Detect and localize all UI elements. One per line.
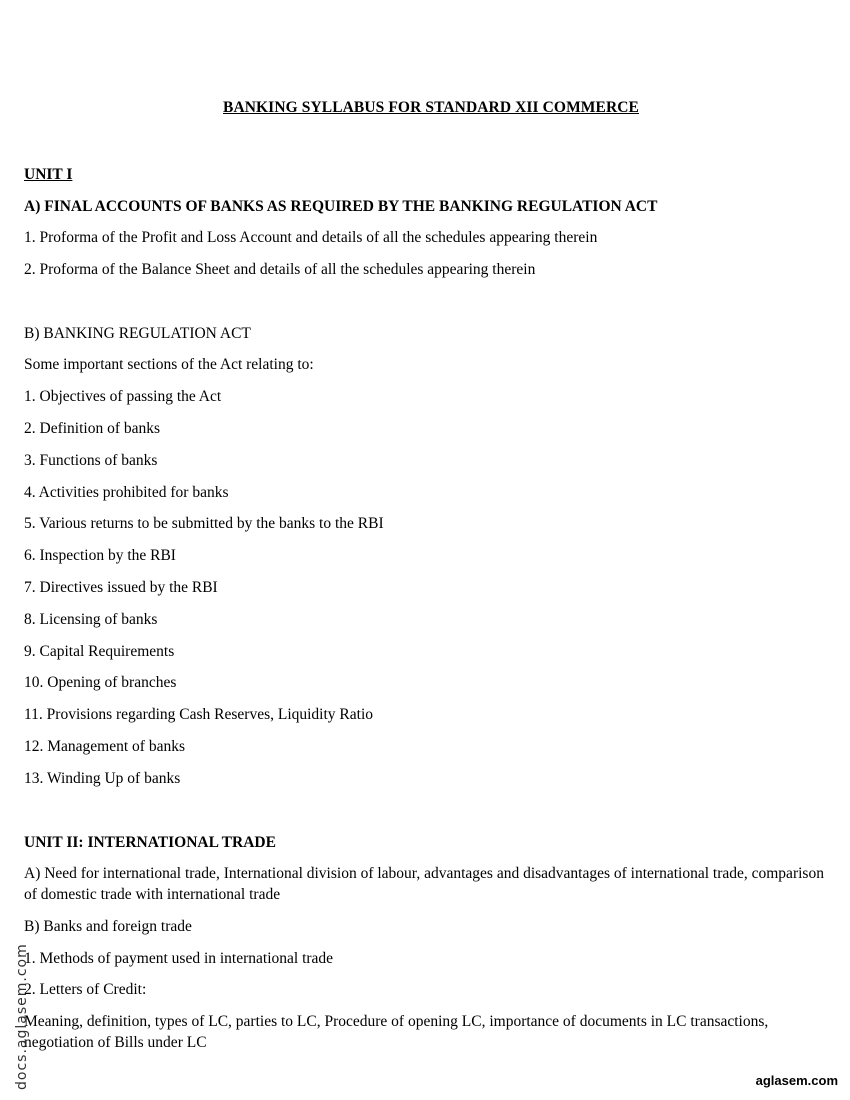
unit2-section-a: A) Need for international trade, International division of labour, advantages and disadvantages of international trade, comparison of domestic trade with international trade (24, 865, 824, 903)
list-item: 11. Provisions regarding Cash Reserves, Liquidity Ratio (24, 706, 373, 723)
list-item: 1. Methods of payment used in international trade (24, 950, 334, 967)
list-item: 10. Opening of branches (24, 674, 177, 691)
list-item: 2. Proforma of the Balance Sheet and details of all the schedules appearing therein (24, 261, 536, 278)
corner-watermark: aglasem.com (755, 1073, 838, 1088)
unit2-heading: UNIT II: INTERNATIONAL TRADE (24, 834, 276, 851)
list-item: 2. Letters of Credit: (24, 981, 147, 998)
list-item: 9. Capital Requirements (24, 643, 175, 660)
unit1-heading: UNIT I (24, 166, 73, 183)
list-item: 6. Inspection by the RBI (24, 547, 176, 564)
unit2-lc-detail: Meaning, definition, types of LC, parties to LC, Procedure of opening LC, importance of documents in LC transactions, negotiation of Bills under LC (24, 1013, 769, 1051)
side-watermark: docs.aglasem.com (14, 943, 30, 1090)
document-title: BANKING SYLLABUS FOR STANDARD XII COMMERCE (223, 99, 639, 116)
unit1-section-b-intro: Some important sections of the Act relating to: (24, 356, 314, 373)
unit1-section-b-heading: B) BANKING REGULATION ACT (24, 325, 251, 342)
list-item: 13. Winding Up of banks (24, 770, 181, 787)
list-item: 4. Activities prohibited for banks (24, 484, 229, 501)
list-item: 2. Definition of banks (24, 420, 161, 437)
list-item: 7. Directives issued by the RBI (24, 579, 218, 596)
list-item: 1. Objectives of passing the Act (24, 388, 222, 405)
list-item: 5. Various returns to be submitted by the banks to the RBI (24, 515, 384, 532)
list-item: 3. Functions of banks (24, 452, 158, 469)
list-item: 12. Management of banks (24, 738, 185, 755)
unit2-section-b: B) Banks and foreign trade (24, 918, 192, 935)
list-item: 8. Licensing of banks (24, 611, 158, 628)
unit1-section-a-heading: A) FINAL ACCOUNTS OF BANKS AS REQUIRED BY THE BANKING REGULATION ACT (24, 198, 658, 215)
list-item: 1. Proforma of the Profit and Loss Account and details of all the schedules appearing therein (24, 229, 598, 246)
